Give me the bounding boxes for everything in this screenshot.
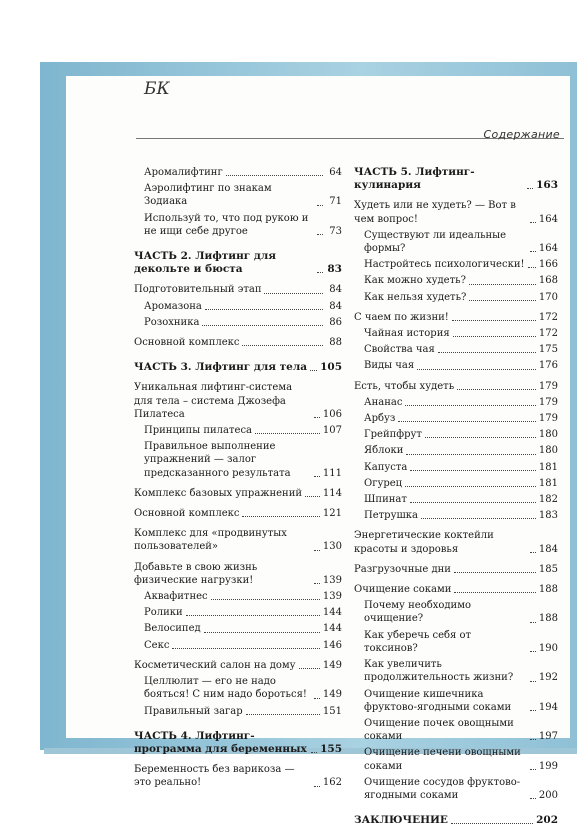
dot-leader [530,710,536,711]
toc-page-number: 170 [538,291,558,303]
toc-entry-title: Уникальная лифтинг-система для тела – система Джозефа Пилатеса [134,382,293,420]
toc-entry [354,229,558,255]
dot-leader [242,516,319,517]
toc-page-number: 181 [538,477,558,489]
toc-entry-title: ЧАСТЬ 3. Лифтинг для тела [134,361,308,374]
toc-left-column [134,166,342,790]
toc-entry [134,300,342,313]
toc-entry-title: Беременность без варикоза — это реально! [134,764,295,789]
toc-entry [354,199,558,225]
toc-page-number: 202 [536,814,558,827]
toc-entry-title: Косметический салон на дому [134,659,296,671]
toc-page-number: 179 [538,413,558,425]
toc-entry-title: Ананас [364,396,403,408]
toc-page-number: 107 [322,425,342,437]
toc-entry-title: Арбуз [364,413,396,425]
toc-page-number: 188 [538,584,558,596]
page-title: Содержание [483,128,560,141]
toc-entry [354,461,558,474]
toc-entry-title: Энергетические коктейли красоты и здоровья [354,530,494,555]
toc-entry-title: Аквафитнес [144,591,208,603]
dot-leader [469,284,536,285]
toc-right-column [354,166,558,827]
dot-leader [172,648,319,649]
toc-entry [354,274,558,287]
dot-leader [425,437,536,438]
toc-entry [354,629,558,655]
dot-leader [530,251,536,252]
toc-entry-title: Есть, чтобы худеть [354,380,455,392]
toc-entry [134,763,342,789]
toc-page-number: 146 [322,639,342,651]
toc-entry-title: Аромазона [144,300,202,312]
toc-page-number: 190 [538,642,558,654]
toc-entry [134,316,342,329]
toc-page-number: 130 [322,541,342,553]
dot-leader [314,698,320,699]
dot-leader [226,175,323,176]
toc-page-number: 105 [320,361,342,374]
toc-entry [134,590,342,603]
toc-entry-title: Принципы пилатеса [144,425,253,437]
toc-entry-title: Используй то, что под рукою и не ищи себе другое [144,212,309,237]
toc-entry [354,493,558,506]
dot-leader [410,502,536,503]
dot-leader [264,293,323,294]
dot-leader [530,552,536,553]
toc-page-number: 194 [538,701,558,713]
toc-entry-title: Очищение кишечника фруктово-ягодными соками [364,688,512,713]
toc-page-number: 197 [538,731,558,743]
toc-page-number: 155 [320,742,342,755]
toc-entry [354,396,558,409]
toc-entry-title: Розохника [144,316,200,328]
toc-entry-title: Как можно худеть? [364,275,466,287]
toc-page-number: 114 [322,487,342,499]
dot-leader [211,599,320,600]
toc-entry-title: Свойства чая [364,344,435,356]
toc-entry [354,311,558,324]
toc-entry-title: Аромалифтинг [144,167,223,178]
dot-leader [204,632,320,633]
dot-leader [317,205,323,206]
toc-entry [134,622,342,635]
dot-leader [255,433,320,434]
dot-leader [457,389,536,390]
dot-leader [421,518,536,519]
dot-leader [317,272,323,273]
dot-leader [299,668,320,669]
dot-leader [530,222,536,223]
dot-leader [398,421,536,422]
toc-entry [354,746,558,772]
toc-page-number: 149 [322,659,342,671]
toc-entry-title: Чайная история [364,328,450,340]
toc-page-number: 172 [538,328,558,340]
toc-page-number: 184 [538,543,558,555]
toc-page-number: 166 [538,259,558,271]
toc-section-heading [354,166,558,192]
toc-entry-title: Худеть или не худеть? — Вот в чем вопрос! [354,200,516,225]
toc-entry-title: С чаем по жизни! [354,311,449,323]
toc-entry [134,212,342,238]
toc-entry-title: Как увеличить продолжительность жизни? [364,659,514,684]
toc-entry-title: Очищение соками [354,584,452,596]
dot-leader [314,550,320,551]
toc-page-number: 71 [329,196,342,208]
toc-entry-title: Очищение печени овощными соками [364,747,521,772]
toc-page-number: 180 [538,429,558,441]
toc-page-number: 168 [538,275,558,287]
dot-leader [405,486,536,487]
toc-entry-title: ЧАСТЬ 5. Лифтинг-кулинария [354,166,475,192]
toc-entry [134,166,342,179]
toc-page-number: 139 [322,591,342,603]
toc-page [66,76,570,827]
dot-leader [454,592,536,593]
toc-entry [354,291,558,304]
toc-entry [134,487,342,500]
toc-page-number: 162 [322,777,342,789]
toc-page-number: 176 [538,360,558,372]
toc-entry [134,507,342,520]
toc-entry [354,658,558,684]
toc-entry-title: Огурец [364,477,403,489]
toc-entry-title: Велосипед [144,623,201,635]
toc-entry [354,380,558,393]
dot-leader [438,352,536,353]
toc-page-number: 164 [538,213,558,225]
dot-leader [417,369,536,370]
toc-section-heading [134,730,342,756]
toc-page-number: 144 [322,623,342,635]
toc-entry [134,440,342,480]
dot-leader [314,786,320,787]
dot-leader [406,454,536,455]
dot-leader [205,309,323,310]
toc-page-number: 188 [538,613,558,625]
toc-entry [134,182,342,208]
toc-entry [354,717,558,743]
toc-entry [134,606,342,619]
toc-entry [354,428,558,441]
dot-leader [311,752,317,753]
toc-entry [134,675,342,701]
toc-entry-title: Подготовительный этап [134,284,262,296]
toc-entry-title: Правильный загар [144,705,243,717]
toc-entry [354,529,558,555]
toc-entry-title: Как нельзя худеть? [364,291,467,303]
toc-entry-title: Ролики [144,607,183,619]
dot-leader [246,714,320,715]
toc-page-number: 192 [538,672,558,684]
toc-entry-title: Настройтесь психологически! [364,259,525,271]
toc-entry-title: Очищение сосудов фруктово-ягодными соками [364,776,521,801]
toc-entry-title: Шпинат [364,494,407,506]
toc-entry-title: Капуста [364,461,408,473]
dot-leader [410,470,536,471]
toc-entry-title: Грейпфрут [364,429,422,441]
toc-section-heading [354,814,558,827]
toc-entry [354,258,558,271]
toc-entry-title: Комплекс для «продвинутых пользователей» [134,528,287,553]
toc-entry-title: Существуют ли идеальные формы? [364,229,507,255]
toc-entry-title: ЧАСТЬ 4. Лифтинг-программа для беременных [134,729,307,755]
dot-leader [530,739,536,740]
toc-page-number: 180 [538,445,558,457]
publisher-logo: БК [144,79,170,99]
toc-entry [354,776,558,802]
toc-entry [354,583,558,596]
toc-page-number: 86 [329,316,342,328]
toc-entry-title: Целлюлит — его не надо бояться! С ним надо бороться! [144,676,307,701]
toc-page-number: 88 [329,337,342,349]
toc-entry [354,327,558,340]
dot-leader [530,681,536,682]
toc-entry [134,561,342,587]
dot-leader [202,325,323,326]
toc-page-number: 151 [322,705,342,717]
toc-entry [134,336,342,349]
toc-entry-title: Почему необходимо очищение? [364,600,472,625]
toc-entry [354,477,558,490]
dot-leader [454,572,536,573]
toc-entry-title: Аэролифтинг по знакам Зодиака [144,183,272,208]
toc-entry [134,705,342,718]
toc-entry [134,381,342,421]
dot-leader [310,370,317,371]
toc-entry [354,412,558,425]
toc-entry [354,359,558,372]
dot-leader [451,823,533,824]
toc-section-heading [134,361,342,374]
toc-entry [354,688,558,714]
toc-page-number: 139 [322,574,342,586]
toc-entry-title: Комплекс базовых упражнений [134,487,303,499]
toc-page-number: 179 [538,380,558,392]
dot-leader [405,405,535,406]
dot-leader [242,345,323,346]
toc-entry [134,283,342,296]
toc-page-number: 84 [329,284,342,296]
dot-leader [317,234,323,235]
toc-entry [354,343,558,356]
toc-page-number: 149 [322,689,342,701]
toc-entry-title: Добавьте в свою жизнь физические нагрузки! [134,561,258,586]
toc-page-number: 121 [322,508,342,520]
dot-leader [528,267,536,268]
toc-page-number: 179 [538,396,558,408]
toc-entry [134,639,342,652]
toc-page-number: 185 [538,563,558,575]
toc-entry-title: Секс [144,639,170,651]
toc-page-number: 183 [538,510,558,522]
dot-leader [530,651,536,652]
dot-leader [530,769,536,770]
dot-leader [527,188,533,189]
dot-leader [314,476,320,477]
toc-entry-title: Основной комплекс [134,337,240,349]
toc-page-number: 64 [329,167,342,178]
toc-page-number: 84 [329,300,342,312]
toc-entry-title: Разгрузочные дни [354,563,451,575]
toc-entry-title: Правильное выполнение упражнений — залог предсказанного результата [144,441,291,479]
toc-page-number: 175 [538,344,558,356]
toc-entry [354,509,558,522]
toc-entry-title: Очищение почек овощными соками [364,717,514,743]
toc-page-number: 73 [329,225,342,237]
toc-page-number: 172 [538,311,558,323]
toc-page-number: 181 [538,461,558,473]
toc-entry-title: Яблоки [364,445,404,457]
toc-page-number: 144 [322,607,342,619]
toc-page-number: 182 [538,494,558,506]
toc-entry [354,599,558,625]
toc-entry-title: Петрушка [364,510,418,522]
dot-leader [305,496,320,497]
toc-entry-title: Основной комплекс [134,508,240,520]
toc-page-number: 83 [327,263,342,276]
toc-page-number: 199 [538,760,558,772]
dot-leader [530,622,536,623]
toc-entry-title: ЧАСТЬ 2. Лифтинг для декольте и бюста [134,250,277,276]
dot-leader [453,336,536,337]
dot-leader [469,300,536,301]
toc-page-number: 106 [322,408,342,420]
toc-entry [134,659,342,672]
dot-leader [314,583,320,584]
toc-entry [354,444,558,457]
dot-leader [186,615,320,616]
toc-entry [354,563,558,576]
toc-page-number: 200 [538,789,558,801]
dot-leader [452,320,536,321]
dot-leader [314,417,320,418]
toc-entry-title: Виды чая [364,360,415,372]
dot-leader [530,798,536,799]
toc-entry [134,527,342,553]
toc-page-number: 111 [322,467,342,479]
toc-entry-title: Как уберечь себя от токсинов? [364,629,472,654]
toc-entry [134,424,342,437]
toc-section-heading [134,250,342,276]
toc-page-number: 164 [538,243,558,255]
toc-entry-title: ЗАКЛЮЧЕНИЕ [354,814,448,827]
toc-page-number: 163 [536,179,558,192]
